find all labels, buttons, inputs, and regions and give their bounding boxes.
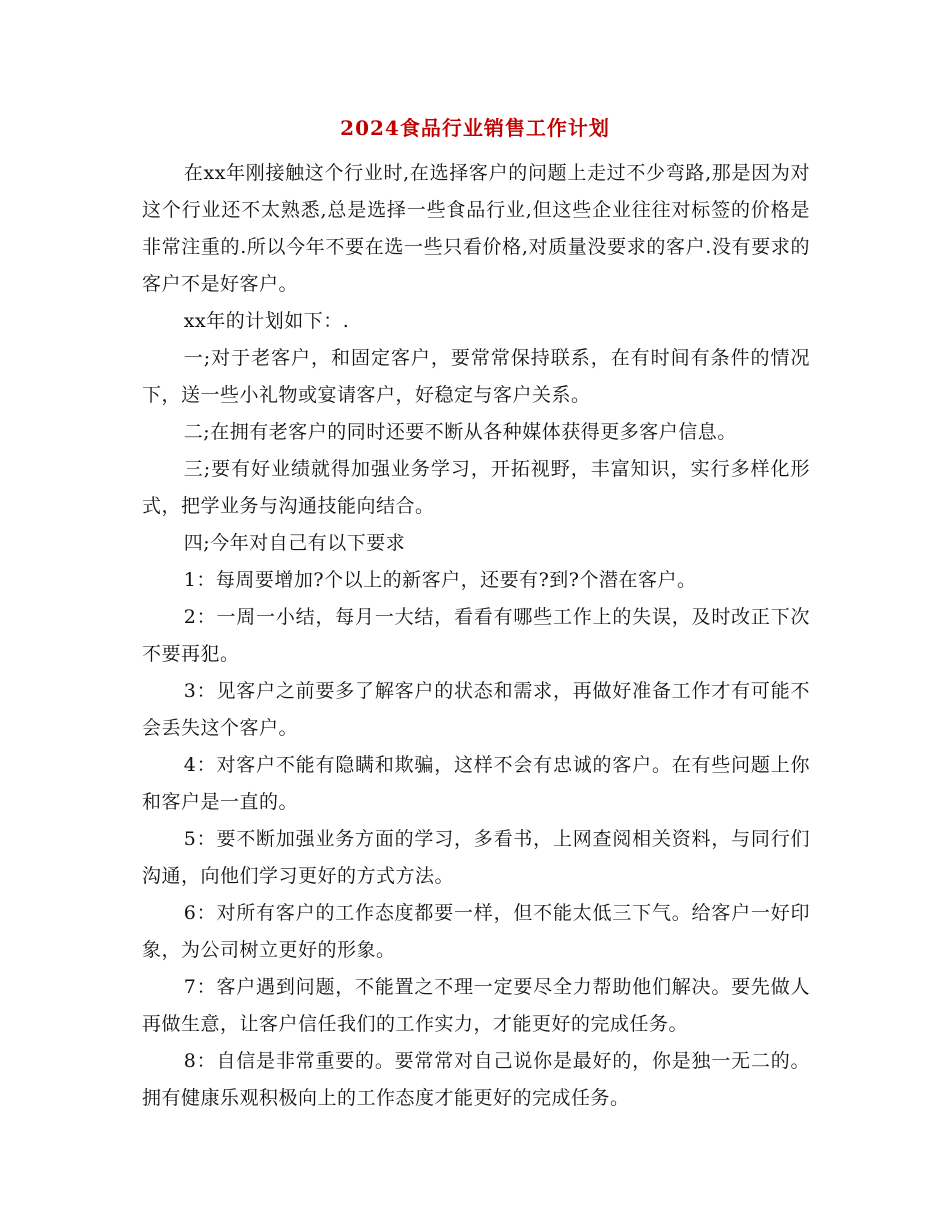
paragraph-item-3: 三;要有好业绩就得加强业务学习，开拓视野，丰富知识，实行多样化形式，把学业务与沟通技能向结合。 — [142, 458, 810, 517]
paragraph-requirement-5: 5：要不断加强业务方面的学习，多看书，上网查阅相关资料，与同行们沟通，向他们学习更好的方式方法。 — [142, 828, 810, 887]
paragraph-requirement-7: 7：客户遇到问题，不能置之不理一定要尽全力帮助他们解决。要先做人再做生意，让客户信任我们的工作实力，才能更好的完成任务。 — [142, 976, 810, 1035]
paragraph-requirement-1: 1：每周要增加?个以上的新客户，还要有?到?个潜在客户。 — [183, 569, 697, 591]
paragraph-item-1: 一;对于老客户，和固定客户，要常常保持联系，在有时间有条件的情况下，送一些小礼物或宴请客户，好稳定与客户关系。 — [142, 347, 810, 406]
paragraph-requirement-3: 3：见客户之前要多了解客户的状态和需求，再做好准备工作才有可能不会丢失这个客户。 — [142, 680, 810, 739]
paragraph-item-4: 四;今年对自己有以下要求 — [183, 532, 406, 554]
document-body — [142, 155, 810, 1117]
document-title: 2024食品行业销售工作计划 — [340, 116, 610, 140]
paragraph-plan-heading: xx年的计划如下：. — [183, 310, 350, 332]
paragraph-item-2: 二;在拥有老客户的同时还要不断从各种媒体获得更多客户信息。 — [183, 421, 737, 443]
paragraph-requirement-2: 2：一周一小结，每月一大结，看看有哪些工作上的失误，及时改正下次不要再犯。 — [142, 606, 810, 665]
paragraph-intro: 在xx年刚接触这个行业时,在选择客户的问题上走过不少弯路,那是因为对这个行业还不太熟悉,总是选择一些食品行业,但这些企业往往对标签的价格是非常注重的.所以今年不要在选一些只看价格,对质量没要求的客户.没有要求的客户不是好客户。 — [142, 162, 810, 295]
paragraph-requirement-6: 6：对所有客户的工作态度都要一样，但不能太低三下气。给客户一好印象，为公司树立更好的形象。 — [142, 902, 810, 961]
paragraph-requirement-4: 4：对客户不能有隐瞒和欺骗，这样不会有忠诚的客户。在有些问题上你和客户是一直的。 — [142, 754, 810, 813]
paragraph-requirement-8: 8：自信是非常重要的。要常常对自己说你是最好的，你是独一无二的。拥有健康乐观积极向上的工作态度才能更好的完成任务。 — [142, 1050, 810, 1109]
